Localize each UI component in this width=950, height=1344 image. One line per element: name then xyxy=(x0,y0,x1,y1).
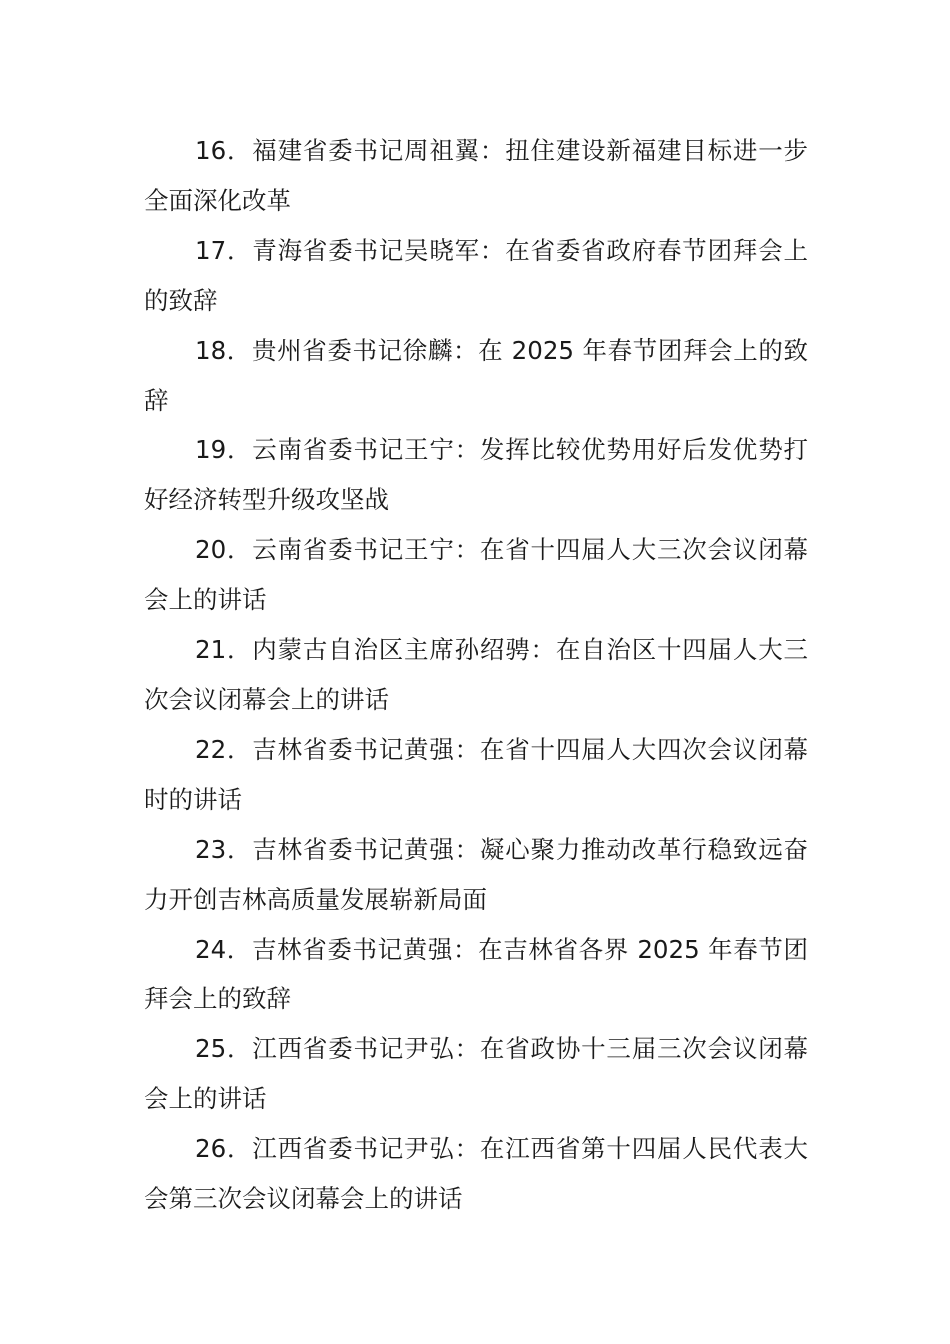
list-item: 17．青海省委书记吴晓军：在省委省政府春节团拜会上的致辞 xyxy=(144,235,808,315)
list-item: 23．吉林省委书记黄强：凝心聚力推动改革行稳致远奋力开创吉林高质量发展崭新局面 xyxy=(144,834,808,914)
list-item: 22．吉林省委书记黄强：在省十四届人大四次会议闭幕时的讲话 xyxy=(144,734,808,814)
list-item: 24．吉林省委书记黄强：在吉林省各界 2025 年春节团拜会上的致辞 xyxy=(144,934,808,1014)
speech-list xyxy=(144,126,808,1224)
list-item: 18．贵州省委书记徐麟：在 2025 年春节团拜会上的致辞 xyxy=(144,335,808,415)
list-item: 26．江西省委书记尹弘：在江西省第十四届人民代表大会第三次会议闭幕会上的讲话 xyxy=(144,1134,808,1214)
list-item: 20．云南省委书记王宁：在省十四届人大三次会议闭幕会上的讲话 xyxy=(144,535,808,615)
list-item: 16．福建省委书记周祖翼：扭住建设新福建目标进一步全面深化改革 xyxy=(144,136,808,215)
list-item: 25．江西省委书记尹弘：在省政协十三届三次会议闭幕会上的讲话 xyxy=(144,1034,808,1114)
list-item: 21．内蒙古自治区主席孙绍骋：在自治区十四届人大三次会议闭幕会上的讲话 xyxy=(144,635,808,714)
list-item: 19．云南省委书记王宁：发挥比较优势用好后发优势打好经济转型升级攻坚战 xyxy=(144,435,808,515)
